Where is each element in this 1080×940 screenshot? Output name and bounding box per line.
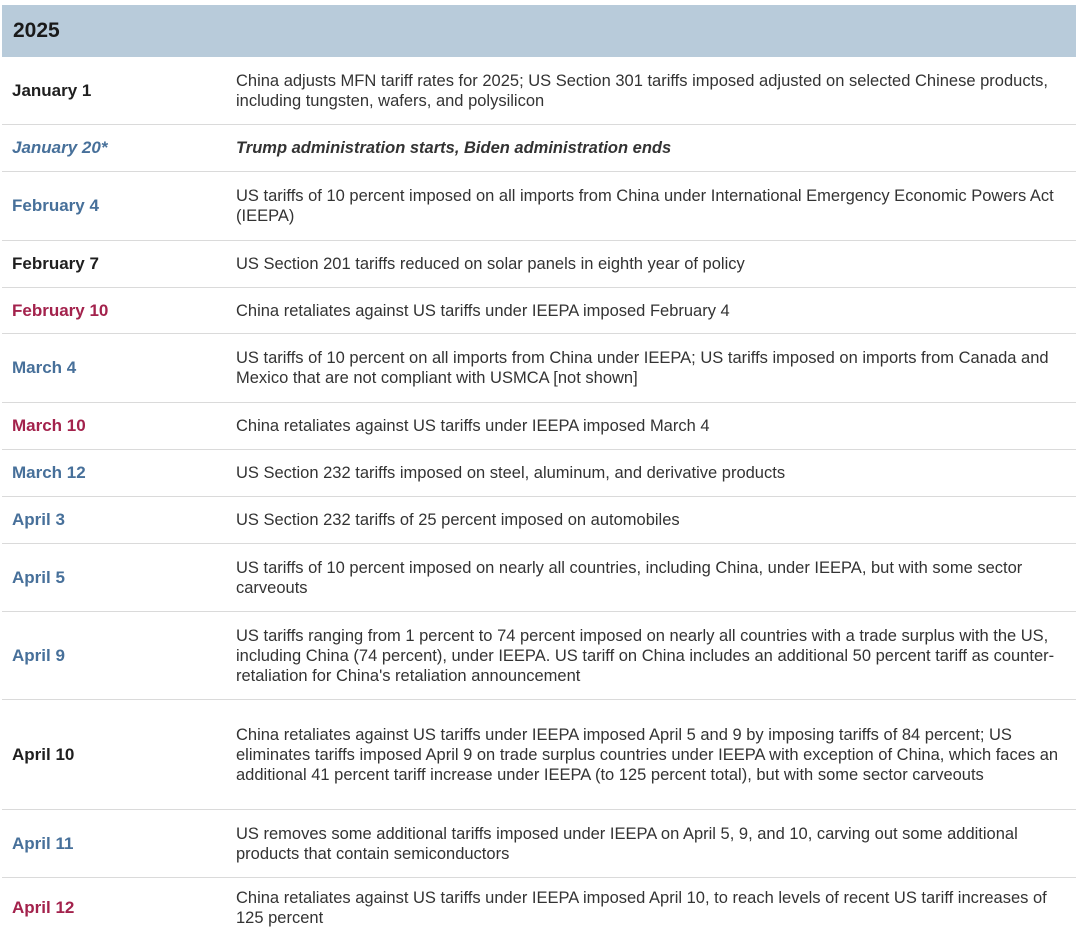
table-row [2,544,1076,612]
event-description: US removes some additional tariffs imposed under IEEPA on April 5, 9, and 10, carving out some additional products that contain semiconductors [236,824,1018,863]
table-row [2,288,1076,334]
table-row [2,497,1076,544]
event-description: US Section 232 tariffs of 25 percent imposed on automobiles [236,511,680,529]
table-row [2,403,1076,450]
table-row [2,172,1076,241]
event-date: April 10 [12,744,75,764]
event-date: April 5 [12,567,65,587]
table-row [2,878,1076,938]
event-date: April 3 [12,510,65,529]
table-row [2,700,1076,810]
event-description: Trump administration starts, Biden administration ends [236,139,672,157]
event-description: US tariffs of 10 percent on all imports from China under IEEPA; US tariffs imposed on imports from Canada and Mexico that are not compliant with USMCA [not shown] [236,349,1049,387]
event-date: February 10 [12,300,109,320]
event-description: US Section 201 tariffs reduced on solar panels in eighth year of policy [236,255,745,273]
event-date: January 20* [12,138,108,157]
event-description: China retaliates against US tariffs under IEEPA imposed March 4 [236,417,710,435]
table-row [2,810,1076,878]
table-row [2,241,1076,288]
table-row [2,612,1076,700]
year-title: 2025 [13,19,60,42]
event-date: March 12 [12,463,86,482]
event-description: US tariffs of 10 percent imposed on nearly all countries, including China, under IEEPA, but with some sector carveouts [236,558,1023,597]
event-date: March 4 [12,358,77,377]
event-description: China retaliates against US tariffs under IEEPA imposed April 10, to reach levels of recent US tariff increases of 125 percent [236,889,1047,927]
event-date: February 7 [12,254,99,273]
event-date: February 4 [12,196,99,215]
table-row [2,450,1076,497]
event-description: China retaliates against US tariffs under IEEPA imposed February 4 [236,301,730,320]
table-row [2,57,1076,125]
event-date: January 1 [12,80,92,100]
event-date: April 12 [12,898,75,917]
event-description: US tariffs of 10 percent imposed on all imports from China under International Emergency Economic Powers Act (IEEPA) [236,187,1054,225]
table-row [2,125,1076,172]
event-date: April 9 [12,645,65,665]
event-description: US tariffs ranging from 1 percent to 74 percent imposed on nearly all countries with a trade surplus with the US, including China (74 percent), under IEEPA. US tariff on China includes an additional 50 percent tariff as counter-retaliation for China's retaliation announcement [236,626,1055,685]
event-description: China retaliates against US tariffs under IEEPA imposed April 5 and 9 by imposing tariffs of 84 percent; US eliminates tariffs imposed April 9 on trade surplus countries under IEEPA with exception of China, which faces an additional 41 percent tariff increase under IEEPA (to 125 percent total), but with some sector carveouts [236,725,1059,784]
event-date: March 10 [12,416,86,435]
event-description: US Section 232 tariffs imposed on steel, aluminum, and derivative products [236,464,786,482]
event-date: April 11 [12,833,74,853]
event-description: China adjusts MFN tariff rates for 2025; US Section 301 tariffs imposed adjusted on selected Chinese products, including tungsten, wafers, and polysilicon [236,71,1048,110]
year-header [2,5,1076,57]
table-row [2,334,1076,403]
